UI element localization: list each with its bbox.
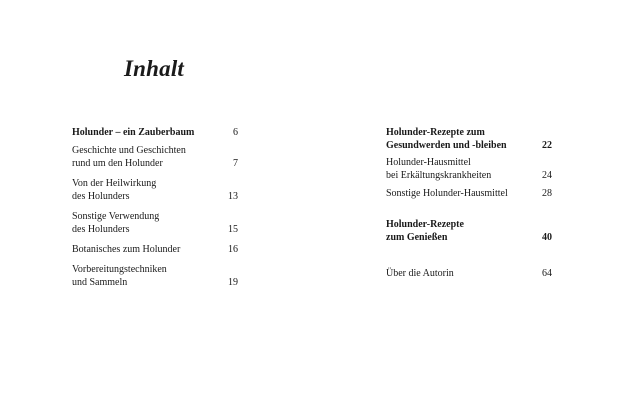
toc-entry-title: Vorbereitungstechniken und Sammeln [72,264,167,288]
toc-entry-title: Botanisches zum Holunder [72,244,181,255]
toc-entry-page: 24 [542,170,552,181]
toc-entry-page: 13 [228,191,238,202]
toc-entry-title: Sonstige Holunder-Hausmittel [386,188,508,199]
toc-entry-page: 28 [542,188,552,199]
toc-entry[interactable] [386,218,552,244]
toc-entry-title: Holunder-Rezepte zum Gesundwerden und -bleiben [386,127,507,151]
toc-entry-page: 15 [228,224,238,235]
toc-entry-title: Holunder-Rezepte zum Genießen [386,219,464,243]
toc-entry-page: 40 [542,232,552,243]
toc-entry[interactable] [386,156,552,182]
toc-entry[interactable] [386,126,552,152]
toc-entry-page: 16 [228,244,238,255]
toc-right-column [386,126,552,287]
toc-entry-page: 22 [542,140,552,151]
toc-entry[interactable] [72,210,238,236]
toc-entry-title: Holunder-Hausmittel bei Erkältungskrankheiten [386,157,492,181]
page-title: Inhalt [124,56,185,81]
toc-entry-page: 64 [542,268,552,279]
toc-entry[interactable] [72,243,238,256]
toc-entry-title: Von der Heilwirkung des Holunders [72,178,157,202]
toc-entry[interactable] [72,126,238,139]
toc-entry[interactable] [72,263,238,289]
toc-entry[interactable] [72,144,238,170]
toc-entry-title: Holunder – ein Zauberbaum [72,127,195,138]
toc-entry-title: Sonstige Verwendung des Holunders [72,211,160,235]
toc-entry-page: 19 [228,277,238,288]
toc-entry-title: Über die Autorin [386,268,454,279]
toc-entry-page: 7 [233,158,238,169]
toc-entry-page: 6 [233,127,238,138]
toc-entry-title: Geschichte und Geschichten rund um den Holunder [72,145,186,169]
toc-entry[interactable] [72,177,238,203]
toc-entry[interactable] [386,267,552,280]
toc-entry[interactable] [386,187,552,200]
toc-left-column [72,126,238,296]
